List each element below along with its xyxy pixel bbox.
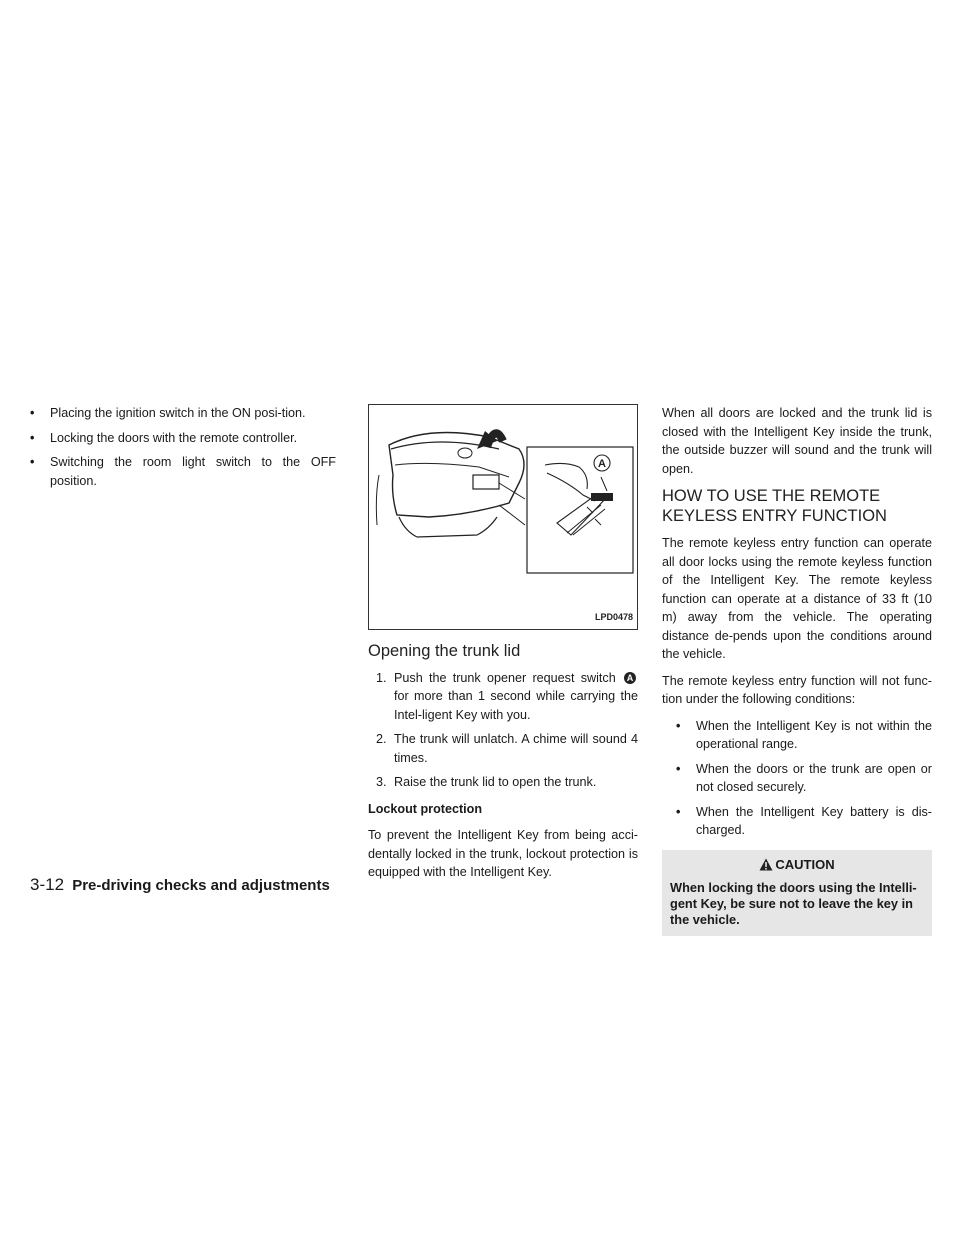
steps-list bbox=[368, 669, 638, 792]
caution-box bbox=[662, 850, 932, 937]
figure-id: LPD0478 bbox=[594, 611, 633, 622]
warning-icon bbox=[759, 858, 773, 871]
middle-column bbox=[368, 404, 638, 890]
list-item: 2. The trunk will unlatch. A chime will sound 4 times. bbox=[376, 732, 638, 765]
section-heading: Opening the trunk lid bbox=[368, 642, 521, 660]
list-item: 1. Push the trunk opener request switch A for more than 1 second while carrying the Intel-ligent Key with you. bbox=[376, 670, 638, 722]
caution-title: CAUTION bbox=[775, 856, 835, 872]
left-column bbox=[30, 404, 336, 496]
subsection-heading: Lockout protection bbox=[368, 801, 483, 816]
bullet-list bbox=[30, 404, 336, 490]
car-rear-illustration bbox=[369, 405, 638, 630]
trunk-illustration bbox=[368, 404, 638, 630]
right-column bbox=[662, 404, 932, 936]
caution-text: When locking the doors using the Intelli-gent Key, be sure not to leave the key in the vehicle. bbox=[670, 880, 917, 927]
section-heading: HOW TO USE THE REMOTE KEYLESS ENTRY FUNCTION bbox=[662, 487, 887, 525]
list-item: • Locking the doors with the remote controller. bbox=[30, 430, 298, 445]
callout-label: A bbox=[598, 458, 606, 470]
chapter-title: Pre-driving checks and adjustments bbox=[72, 877, 330, 894]
paragraph: To prevent the Intelligent Key from being acci-dentally locked in the trunk, lockout protection is equipped with the Intelligent Key. bbox=[368, 828, 638, 879]
list-item: • Switching the room light switch to the OFF position. bbox=[30, 455, 336, 488]
list-item: • When the doors or the trunk are open or not closed securely. bbox=[676, 761, 932, 794]
callout-marker: A bbox=[624, 672, 636, 684]
list-item: • Placing the ignition switch in the ON posi-tion. bbox=[30, 406, 306, 420]
paragraph: When all doors are locked and the trunk lid is closed with the Intelligent Key inside the trunk, the outside buzzer will sound and the trunk will open. bbox=[662, 406, 932, 476]
page-number: 3-12 bbox=[30, 875, 65, 894]
list-item: • When the Intelligent Key is not within the operational range. bbox=[676, 718, 932, 751]
list-item: 3. Raise the trunk lid to open the trunk. bbox=[376, 775, 597, 789]
paragraph: The remote keyless entry function will not func-tion under the following conditions: bbox=[662, 673, 932, 706]
list-item: • When the Intelligent Key battery is dis-charged. bbox=[676, 804, 932, 837]
page-footer bbox=[30, 875, 330, 895]
paragraph: The remote keyless entry function can operate all door locks using the remote keyless function of the Intelligent Key. The remote keyless function can operate at a distance of 33 ft (10 m) away from the vehicle. The operating distance de-pends upon the conditions around the vehicle. bbox=[662, 536, 932, 661]
bullet-list bbox=[662, 717, 932, 840]
